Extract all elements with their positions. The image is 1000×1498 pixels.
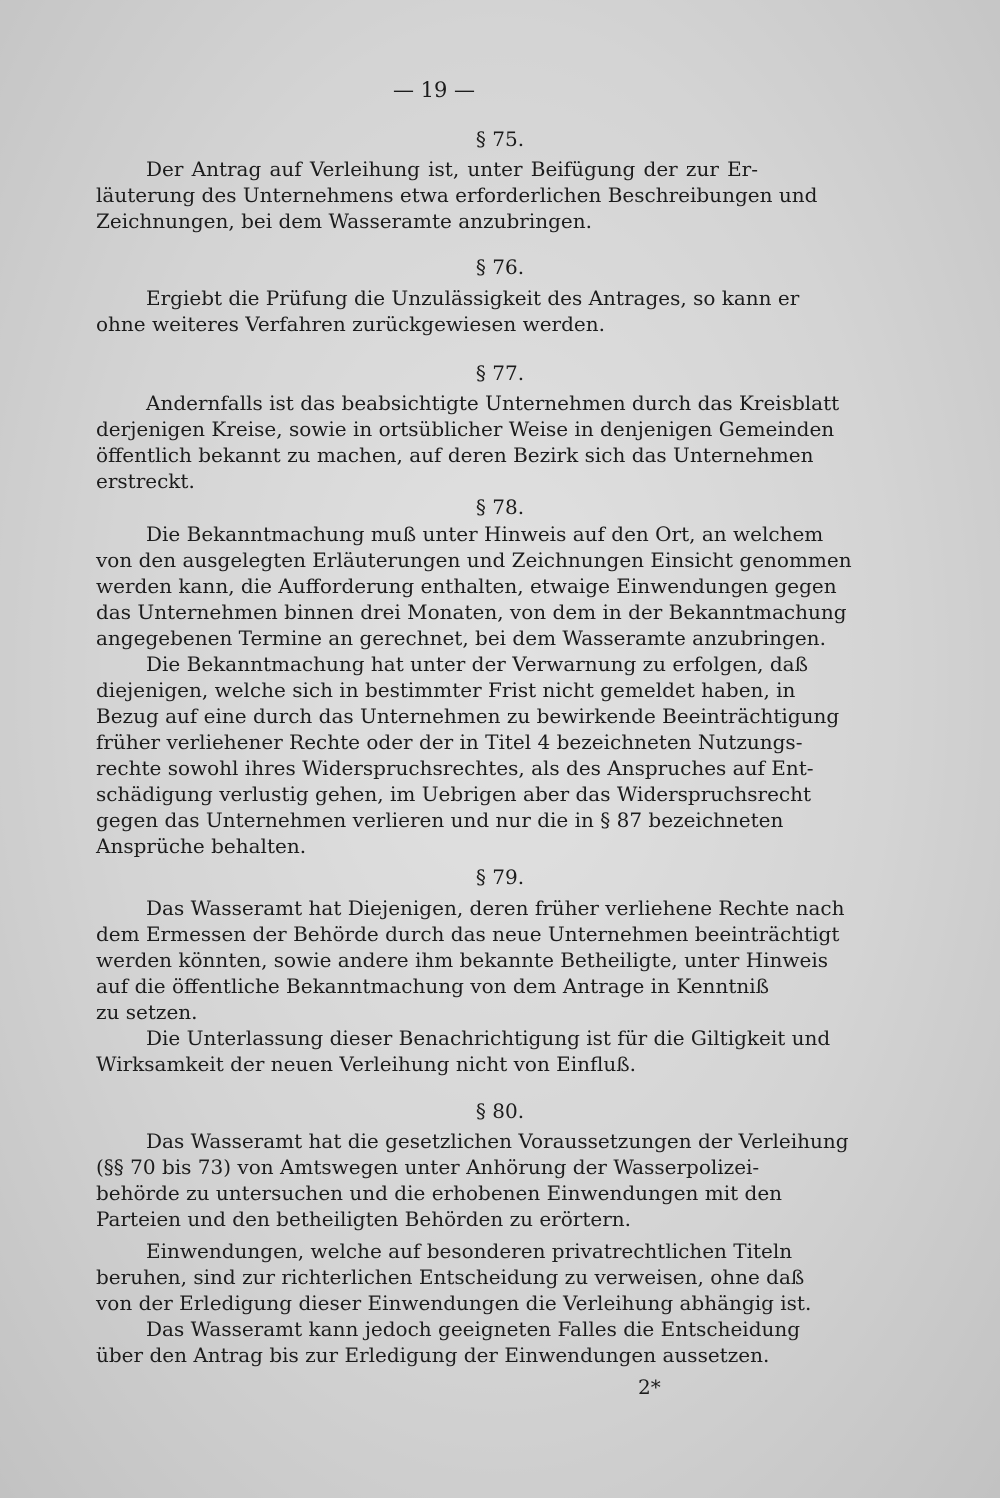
text-line: Das Wasseramt hat Diejenigen, deren früher verliehene Rechte nach [146,896,845,920]
text-line: ohne weiteres Verfahren zurückgewiesen werden. [96,312,605,336]
section-heading-79: § 79. [475,865,525,889]
text-line: Bezug auf eine durch das Unternehmen zu bewirkende Beeinträchtigung [96,704,840,728]
section-heading-77: § 77. [475,361,525,385]
section-body-80 [96,1128,849,1368]
text-line: Die Unterlassung dieser Benachrichtigung ist für die Giltigkeit und [146,1026,831,1050]
text-line: läuterung des Unternehmens etwa erforderlichen Beschreibungen und [96,183,818,207]
text-line: Parteien und den betheiligten Behörden zu erörtern. [96,1207,632,1231]
text-line: dem Ermessen der Behörde durch das neue Unternehmen beeinträchtigt [96,922,840,946]
text-line: Zeichnungen, bei dem Wasseramte anzubringen. [96,209,592,233]
text-line: Die Bekanntmachung muß unter Hinweis auf den Ort, an welchem [146,522,824,546]
text-line: (§§ 70 bis 73) von Amtswegen unter Anhörung der Wasserpolizei- [96,1155,760,1179]
text-line: angegebenen Termine an gerechnet, bei dem Wasseramte anzubringen. [96,626,826,650]
section-body-76 [96,285,800,337]
text-line: Das Wasseramt kann jedoch geeigneten Falles die Entscheidung [146,1317,801,1341]
section-body-79 [96,895,845,1077]
text-line: rechte sowohl ihres Widerspruchsrechtes, als des Anspruches auf Ent- [96,756,814,780]
section-body-75 [96,156,818,234]
text-line: Der Antrag auf Verleihung ist, unter Beifügung der zur Er- [146,157,758,181]
text-line: über den Antrag bis zur Erledigung der Einwendungen aussetzen. [96,1343,770,1367]
text-line: Einwendungen, welche auf besonderen privatrechtlichen Titeln [146,1239,793,1263]
text-line: früher verliehener Rechte oder der in Titel 4 bezeichneten Nutzungs- [96,730,803,754]
text-line: gegen das Unternehmen verlieren und nur die in § 87 bezeichneten [96,808,784,832]
section-heading-80: § 80. [475,1099,525,1123]
section-body-77 [96,390,840,494]
text-line: auf die öffentliche Bekanntmachung von dem Antrage in Kenntniß [96,974,769,998]
text-line: behörde zu untersuchen und die erhobenen Einwendungen mit den [96,1181,783,1205]
signature-mark: 2* [638,1375,661,1399]
text-line: werden kann, die Aufforderung enthalten, etwaige Einwendungen gegen [96,574,837,598]
page-number: — 19 — [392,78,476,102]
text-line: werden könnten, sowie andere ihm bekannte Betheiligte, unter Hinweis [96,948,829,972]
text-line: erstreckt. [96,469,195,493]
text-line: Die Bekanntmachung hat unter der Verwarnung zu erfolgen, daß [146,652,808,676]
text-line: Wirksamkeit der neuen Verleihung nicht von Einfluß. [96,1052,636,1076]
text-line: Das Wasseramt hat die gesetzlichen Voraussetzungen der Verleihung [146,1129,849,1153]
text-line: diejenigen, welche sich in bestimmter Frist nicht gemeldet haben, in [96,678,796,702]
text-line: beruhen, sind zur richterlichen Entscheidung zu verweisen, ohne daß [96,1265,805,1289]
text-line: schädigung verlustig gehen, im Uebrigen aber das Widerspruchsrecht [96,782,812,806]
section-heading-78: § 78. [475,495,525,519]
text-line: derjenigen Kreise, sowie in ortsüblicher Weise in denjenigen Gemeinden [96,417,835,441]
text-line: Ergiebt die Prüfung die Unzulässigkeit des Antrages, so kann er [146,286,800,310]
text-line: von der Erledigung dieser Einwendungen die Verleihung abhängig ist. [96,1291,812,1315]
text-line: das Unternehmen binnen drei Monaten, von dem in der Bekanntmachung [96,600,847,624]
text-line: Andernfalls ist das beabsichtigte Unternehmen durch das Kreisblatt [146,391,840,415]
section-body-78 [96,521,852,859]
text-line: Ansprüche behalten. [96,834,307,858]
text-line: von den ausgelegten Erläuterungen und Zeichnungen Einsicht genommen [96,548,852,572]
section-heading-76: § 76. [475,255,525,279]
section-heading-75: § 75. [475,127,525,151]
text-line: öffentlich bekannt zu machen, auf deren Bezirk sich das Unternehmen [96,443,814,467]
text-line: zu setzen. [96,1000,198,1024]
